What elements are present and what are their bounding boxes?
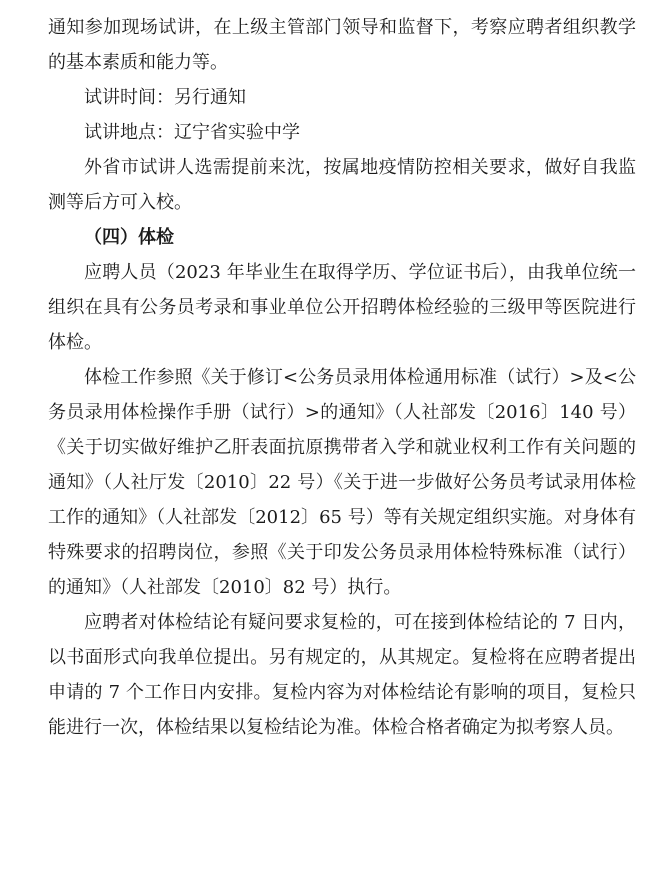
paragraph-out-of-province: 外省市试讲人选需提前来沈，按属地疫情防控相关要求，做好自我监测等后方可入校。: [48, 157, 636, 213]
document-page: [48, 10, 636, 745]
paragraph-recheck: 应聘者对体检结论有疑问要求复检的，可在接到体检结论的 7 日内，以书面形式向我单位提出。另有规定的，从其规定。复检将在应聘者提出申请的 7 个工作日内安排。复检内容为对体检结论有影响的项目，复检只能进行一次，体检结果以复检结论为准。体检合格者确定为拟考察人员。: [48, 612, 636, 738]
paragraph-lecture-location: 试讲地点：辽宁省实验中学: [84, 122, 300, 143]
paragraph-exam-standards: 体检工作参照《关于修订<公务员录用体检通用标准（试行）>及<公务员录用体检操作手册（试行）>的通知》（人社部发〔2016〕140 号）《关于切实做好维护乙肝表面抗原携带者入学和就业权利工作有关问题的通知》（人社厅发〔2010〕22 号）《关于进一步做好公务员考试录用体检工作的通知》（人社部发〔2012〕65 号）等有关规定组织实施。对身体有特殊要求的招聘岗位，参照《关于印发公务员录用体检特殊标准（试行）的通知》（人社部发〔2010〕82 号）执行。: [48, 367, 636, 598]
section-heading-physical-exam: （四）体检: [84, 227, 174, 248]
paragraph-lecture-continuation: 通知参加现场试讲，在上级主管部门领导和监督下，考察应聘者组织教学的基本素质和能力等。: [48, 17, 636, 73]
paragraph-applicant-exam: 应聘人员（2023 年毕业生在取得学历、学位证书后），由我单位统一组织在具有公务员考录和事业单位公开招聘体检经验的三级甲等医院进行体检。: [48, 262, 636, 353]
paragraph-lecture-time: 试讲时间：另行通知: [84, 87, 246, 108]
